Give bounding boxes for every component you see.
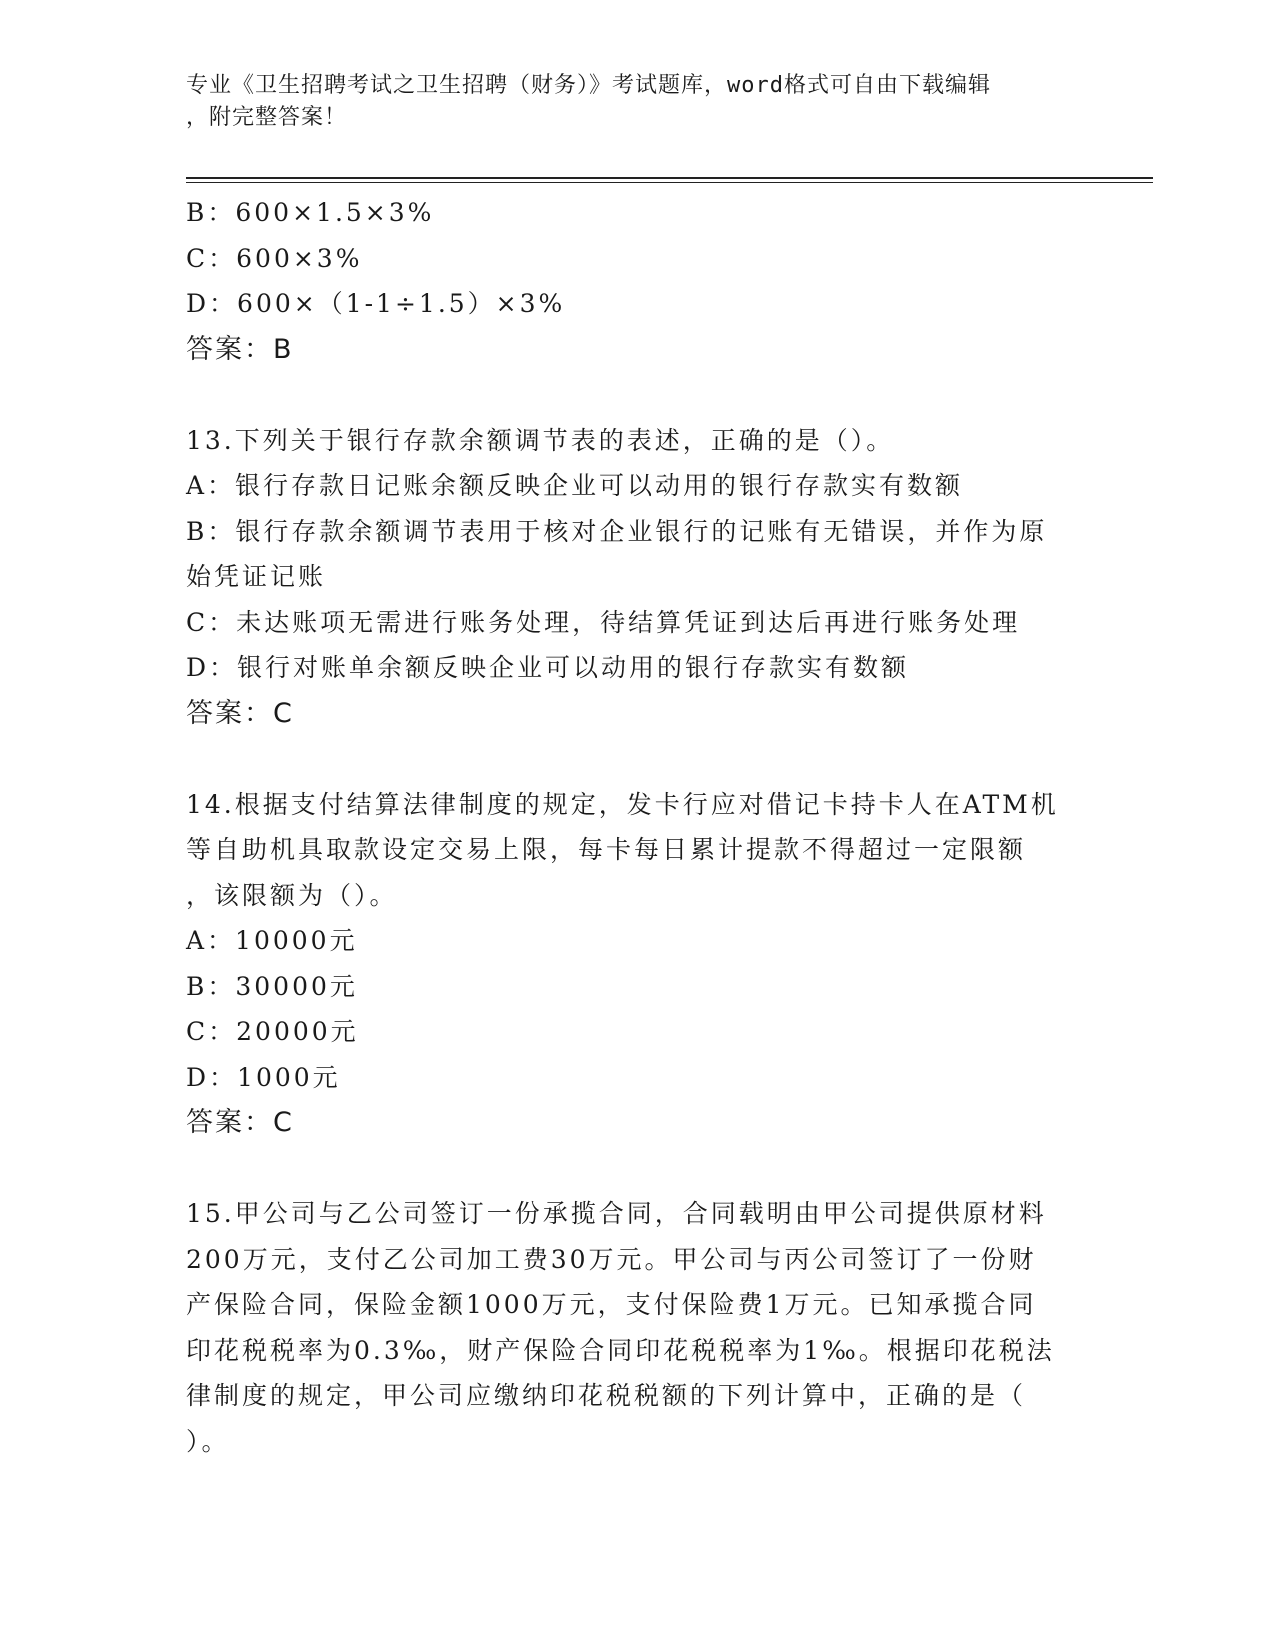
option-b: B：30000元 <box>186 971 358 1001</box>
question-content <box>186 190 1066 1464</box>
question-stem-line-3: 产保险合同，保险金额1000万元，支付保险费1万元。已知承揽合同 <box>186 1290 1037 1319</box>
option-d: D：银行对账单余额反映企业可以动用的银行存款实有数额 <box>186 653 910 682</box>
option-a: A：10000元 <box>186 926 358 955</box>
option-a: A：银行存款日记账余额反映企业可以动用的银行存款实有数额 <box>186 471 964 500</box>
question-stem-line-3: ，该限额为（）。 <box>186 880 398 910</box>
header-divider <box>186 177 1153 183</box>
question-stem-line-1: 15.甲公司与乙公司签订一份承揽合同，合同载明由甲公司提供原材料 <box>186 1199 1047 1228</box>
option-b-continued: 始凭证记账 <box>186 562 327 591</box>
question-stem-line-6: ）。 <box>186 1426 230 1456</box>
question-stem: 13.下列关于银行存款余额调节表的表述，正确的是（）。 <box>186 425 895 455</box>
prev-question-options <box>186 190 1066 327</box>
page-header <box>186 70 1086 134</box>
question-stem-line-4: 印花税税率为0.3‰，财产保险合同印花税税率为1‰。根据印花税法 <box>186 1335 1055 1365</box>
option-c: C：未达账项无需进行账务处理，待结算凭证到达后再进行账务处理 <box>186 607 1021 637</box>
option-c: C：20000元 <box>186 1017 359 1046</box>
spacer <box>186 736 1066 782</box>
question-13 <box>186 418 1066 737</box>
answer-label: 答案：C <box>186 1107 294 1138</box>
option-b: B：银行存款余额调节表用于核对企业银行的记账有无错误，并作为原 <box>186 516 1048 546</box>
option-d: D：600×（1-1÷1.5）×3% <box>186 289 566 318</box>
question-stem-line-5: 律制度的规定，甲公司应缴纳印花税税额的下列计算中，正确的是（ <box>186 1381 1027 1410</box>
question-15 <box>186 1191 1066 1464</box>
header-line-1: 专业《卫生招聘考试之卫生招聘（财务）》考试题库，word格式可自由下载编辑 <box>186 73 991 98</box>
question-stem-line-1: 14.根据支付结算法律制度的规定，发卡行应对借记卡持卡人在ATM机 <box>186 789 1059 819</box>
option-d: D：1000元 <box>186 1062 341 1092</box>
answer-label: 答案：C <box>186 697 294 729</box>
question-stem-line-2: 等自助机具取款设定交易上限，每卡每日累计提款不得超过一定限额 <box>186 835 1027 864</box>
option-b: B：600×1.5×3% <box>186 198 435 227</box>
question-14 <box>186 782 1066 1146</box>
answer-label: 答案：B <box>186 333 294 365</box>
question-stem-line-2: 200万元，支付乙公司加工费30万元。甲公司与丙公司签订了一份财 <box>186 1244 1037 1274</box>
header-line-2: ，附完整答案！ <box>186 105 348 130</box>
option-c: C：600×3% <box>186 243 363 273</box>
spacer <box>186 1146 1066 1192</box>
spacer <box>186 372 1066 418</box>
